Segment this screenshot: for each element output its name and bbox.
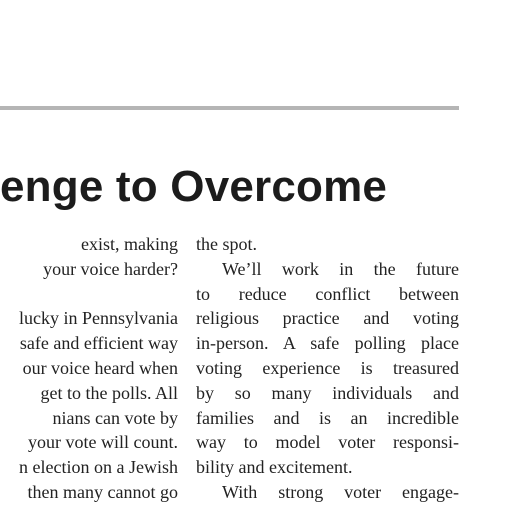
section-divider-rule: [0, 106, 459, 110]
body-text-line: bility and excitement.: [196, 457, 353, 478]
body-text-line: voting experience is treasured: [196, 357, 459, 378]
body-text-line: get to the polls. All: [40, 382, 178, 403]
body-text-line: nians can vote by: [52, 407, 178, 428]
body-text-line: in-person. A safe polling place: [196, 333, 459, 354]
body-text-line: n election on a Jewish: [19, 457, 178, 478]
body-text-line: then many cannot go: [27, 481, 178, 502]
body-text-line: families and is an incredible: [196, 407, 459, 428]
body-text-line: the spot.: [196, 234, 257, 254]
article-headline: enge to Overcome: [0, 162, 388, 211]
body-text-line: your voice harder?: [43, 258, 178, 279]
body-text-line: by so many individuals and: [196, 382, 459, 403]
paragraph-first-line: We’ll work in the future: [222, 258, 459, 279]
body-text-line: [0, 282, 178, 307]
body-text-line: religious practice and voting: [196, 308, 459, 329]
body-text-line: lucky in Pennsylvania: [19, 308, 178, 329]
body-text-line: way to model voter responsi-: [196, 432, 459, 453]
left-text-column: [0, 232, 178, 505]
body-text-line: our voice heard when: [22, 357, 178, 378]
body-text-line: your vote will count.: [28, 432, 178, 453]
body-text-line: safe and efficient way: [19, 333, 178, 354]
right-text-column: [196, 232, 459, 505]
body-text-line: exist, making: [81, 234, 178, 254]
paragraph-first-line: With strong voter engage-: [222, 481, 459, 502]
body-text-line: to reduce conflict between: [196, 283, 459, 304]
